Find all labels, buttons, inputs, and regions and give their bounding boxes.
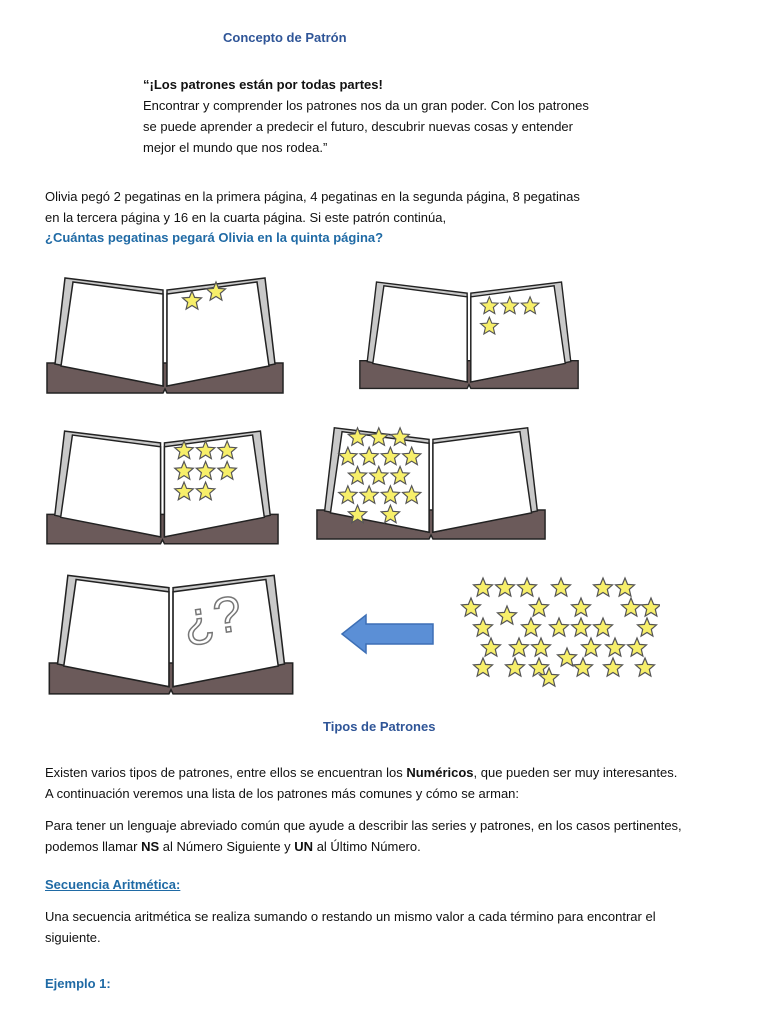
star-icon (636, 658, 655, 676)
star-icon (594, 578, 613, 596)
star-icon (572, 598, 591, 616)
star-icon (594, 618, 613, 636)
types-paragraph-2 (45, 815, 760, 857)
example-heading: Ejemplo 1: (45, 976, 111, 991)
star-icon (518, 578, 537, 596)
star-icon (552, 578, 571, 596)
book-1-illustration (45, 268, 285, 396)
types-p2-line1: Para tener un lenguaje abreviado común que ayude a describir las series y patrones, en los casos pertinentes, (45, 818, 682, 833)
quote-line-2: Encontrar y comprender los patrones nos da un gran poder. Con los patrones (143, 98, 589, 113)
arithmetic-sequence-text (45, 906, 760, 948)
star-icon (496, 578, 515, 596)
star-icon (558, 648, 577, 666)
problem-question: ¿Cuántas pegatinas pegará Olivia en la quinta página? (45, 230, 384, 245)
star-icon (638, 618, 657, 636)
star-icon (506, 658, 525, 676)
types-p2-c: al Número Siguiente y (159, 839, 295, 854)
question-mark: ¿? (179, 585, 245, 649)
star-icon (642, 598, 661, 616)
book-3-illustration (45, 420, 280, 548)
seq-line-2: siguiente. (45, 930, 101, 945)
star-icon (606, 638, 625, 656)
types-text-a: Existen varios tipos de patrones, entre ellos se encuentran los (45, 765, 407, 780)
problem-line-2: en la tercera página y 16 en la cuarta página. Si este patrón continúa, (45, 210, 447, 225)
arithmetic-sequence-link[interactable]: Secuencia Aritmética: (45, 877, 181, 892)
book-4-illustration (315, 415, 547, 545)
loose-stars-cluster (455, 572, 660, 690)
quote-line-4: mejor el mundo que nos rodea.” (143, 140, 328, 155)
left-arrow-icon (340, 612, 436, 656)
problem-line-1: Olivia pegó 2 pegatinas en la primera página, 4 pegatinas en la segunda página, 8 pegatinas (45, 189, 580, 204)
star-icon (498, 606, 517, 624)
seq-line-1: Una secuencia aritmética se realiza sumando o restando un mismo valor a cada término para encontrar el (45, 909, 656, 924)
types-paragraph-1 (45, 762, 745, 804)
problem-text (45, 186, 580, 228)
star-icon (532, 638, 551, 656)
page-title: Concepto de Patrón (223, 30, 347, 45)
quote-line-1: “¡Los patrones están por todas partes! (143, 77, 383, 92)
star-icon (616, 578, 635, 596)
star-icon (482, 638, 501, 656)
star-icon (462, 598, 481, 616)
star-icon (582, 638, 601, 656)
star-icon (474, 578, 493, 596)
star-icon (522, 618, 541, 636)
star-icon (550, 618, 569, 636)
star-icon (530, 658, 549, 676)
quote-line-3: se puede aprender a predecir el futuro, descubrir nuevas cosas y entender (143, 119, 573, 134)
un-abbrev: UN (294, 839, 314, 854)
section-title-types: Tipos de Patrones (323, 719, 436, 734)
book-5-illustration (45, 565, 297, 697)
types-text-bold: Numéricos (406, 765, 474, 780)
quote-block (143, 74, 643, 158)
star-icon (474, 658, 493, 676)
book-2-illustration (358, 268, 580, 396)
star-icon (622, 598, 641, 616)
star-icon (530, 598, 549, 616)
star-icon (604, 658, 623, 676)
types-p2-d: al Último Número. (313, 839, 421, 854)
types-text-d: A continuación veremos una lista de los patrones más comunes y cómo se arman: (45, 786, 520, 801)
star-icon (510, 638, 529, 656)
types-text-c: , que pueden ser muy interesantes. (473, 765, 678, 780)
types-p2-b: podemos llamar (45, 839, 142, 854)
star-icon (628, 638, 647, 656)
star-icon (572, 618, 591, 636)
star-icon (574, 658, 593, 676)
star-icon (474, 618, 493, 636)
ns-abbrev: NS (141, 839, 160, 854)
